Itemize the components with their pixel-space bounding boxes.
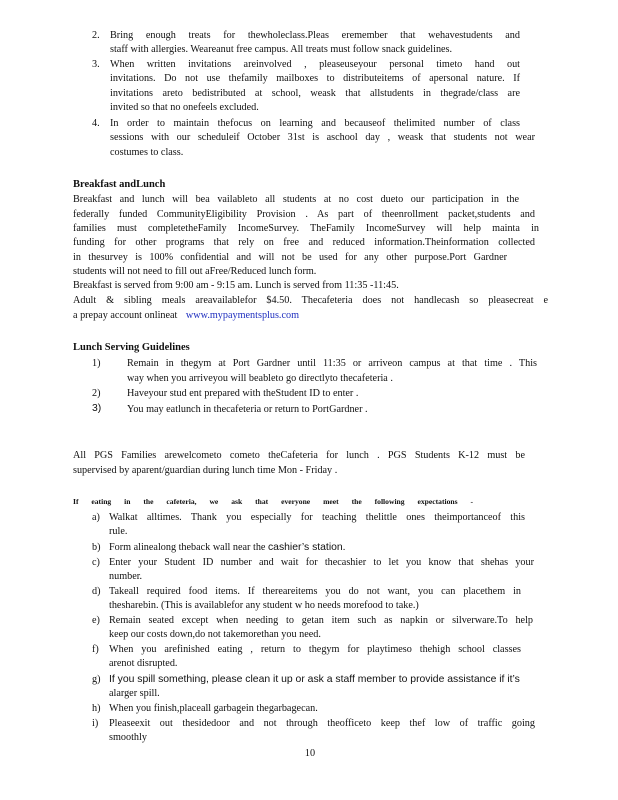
list-item-line: You may eatlunch in thecafeteria or return to PortGardner . <box>127 404 368 415</box>
list-number: i) <box>92 718 99 729</box>
list-item-line: smoothly <box>109 732 147 743</box>
list-item-line: In order to maintain thefocus on learning and becauseof thelimited number of class <box>110 118 520 129</box>
list-number: g) <box>92 674 101 685</box>
list-item-line: Remain seated except when needing to getan item such as napkin or silverware.To help <box>109 615 533 626</box>
list-item-line: costumes to class. <box>110 147 184 158</box>
list-number: d) <box>92 586 101 597</box>
list-item-line: staff with allergies. Weareanut free campus. All treats must follow snack guidelines. <box>110 44 453 55</box>
list-number: e) <box>92 615 100 626</box>
list-item-line <box>109 541 346 555</box>
list-item-line: Haveyour stud ent prepared with theStudent ID to enter . <box>127 388 359 399</box>
list-item-line: Enter your Student ID number and wait for thecashier to let you know that shehas your <box>109 557 534 568</box>
list-item-line: If you spill something, please clean it up or ask a staff member to provide assistance if it’s <box>109 674 520 685</box>
list-item-line: Takeall required food items. If thereareitems you do not want, you can placethem in <box>109 586 521 597</box>
expectations-intro: If eating in the cafeteria, we ask that everyone meet the following expectations - <box>73 497 473 506</box>
list-number: f) <box>92 644 99 655</box>
list-item-line: rule. <box>109 526 128 537</box>
paragraph-line: in thesurvey is 100% confidential and will not be used for any other purpose.Port Gardner <box>73 252 507 263</box>
list-item-line: thesharebin. (This is availablefor any student w ho needs morefood to take.) <box>109 600 419 611</box>
list-item-line: alarger spill. <box>109 688 160 699</box>
list-item-line: number. <box>109 571 143 582</box>
serving-times: Breakfast is served from 9:00 am - 9:15 am. Lunch is served from 11:35 -11:45. <box>73 280 399 291</box>
list-item-line: way when you arriveyou will beableto go directlyto thecafeteria . <box>127 373 393 384</box>
list-number: 1) <box>92 358 101 369</box>
list-number: 3) <box>92 403 102 414</box>
list-number: 4. <box>92 118 100 129</box>
list-item-line: invitations. Do not use thefamily mailboxes to distributeitems of apersonal nature. If <box>110 73 520 84</box>
cashier-text: Form alinealong theback wall near the cashier’s station. <box>109 542 346 553</box>
payments-link[interactable]: www.mypaymentsplus.com <box>185 310 300 321</box>
list-item-line: Remain in thegym at Port Gardner until 11:35 or arriveon campus at that time . This <box>127 358 537 369</box>
prepay-line <box>73 309 299 323</box>
list-number: c) <box>92 557 100 568</box>
section-heading-breakfast: Breakfast andLunch <box>73 179 166 190</box>
list-item-line: invited so that no onefeels excluded. <box>110 102 259 113</box>
list-item-line: Pleaseexit out thesidedoor and not through theofficeto keep thef low of traffic going <box>109 718 535 729</box>
paragraph-line: Breakfast and lunch will bea vailableto all students at no cost dueto our participation in the <box>73 194 519 205</box>
list-number: a) <box>92 512 100 523</box>
paragraph-line: federally funded CommunityEligibility Provision . As part of theenrollment packet,students and <box>73 209 535 220</box>
list-number: b) <box>92 542 101 553</box>
list-item-line: keep our costs down,do not takemorethan you need. <box>109 629 321 640</box>
list-item-line: invitations areto bedistributed at school, weask that allstudents in thegrade/class are <box>110 88 520 99</box>
list-item-line: When you arefinished eating , return to thegym for playtimeso thehigh school classes <box>109 644 521 655</box>
page-number: 10 <box>304 748 316 759</box>
list-item-line: sessions with our scheduleif October 31st is aschool day , weask that students not wear <box>110 132 535 143</box>
cashier-station-text: cashier’s station. <box>267 542 346 553</box>
list-item-line: Bring enough treats for thewholeclass.Pleas eremember that wehavestudents and <box>110 30 520 41</box>
list-number: 2. <box>92 30 100 41</box>
list-number: 2) <box>92 388 101 399</box>
list-item-line: When written invitations areinvolved , pleaseuseyour personal timeto hand out <box>110 59 520 70</box>
list-item-line: Walkat alltimes. Thank you especially for teaching thelittle ones theimportanceof this <box>109 512 525 523</box>
paragraph-line: supervised by aparent/guardian during lunch time Mon - Friday . <box>73 465 338 476</box>
list-number: h) <box>92 703 101 714</box>
paragraph-line: funding for other programs that rely on free and reduced information.Theinformation collected <box>73 237 535 248</box>
list-number: 3. <box>92 59 100 70</box>
meal-price-line: Adult & sibling meals areavailablefor $4.50. Thecafeteria does not handlecash so pleasecreat e <box>73 295 548 306</box>
paragraph-line: All PGS Families arewelcometo cometo theCafeteria for lunch . PGS Students K-12 must be <box>73 450 525 461</box>
paragraph-line: families must completetheFamily IncomeSurvey. TheFamily IncomeSurvey will help mainta in <box>73 223 539 234</box>
paragraph-line: students will not need to fill out aFree/Reduced lunch form. <box>73 266 317 277</box>
section-heading-lunch: Lunch Serving Guidelines <box>73 342 190 353</box>
prepay-text: a prepay account onlineat <box>73 310 178 321</box>
list-item-line: When you finish,placeall garbagein thegarbagecan. <box>109 703 318 714</box>
list-item-line: arenot disrupted. <box>109 658 178 669</box>
